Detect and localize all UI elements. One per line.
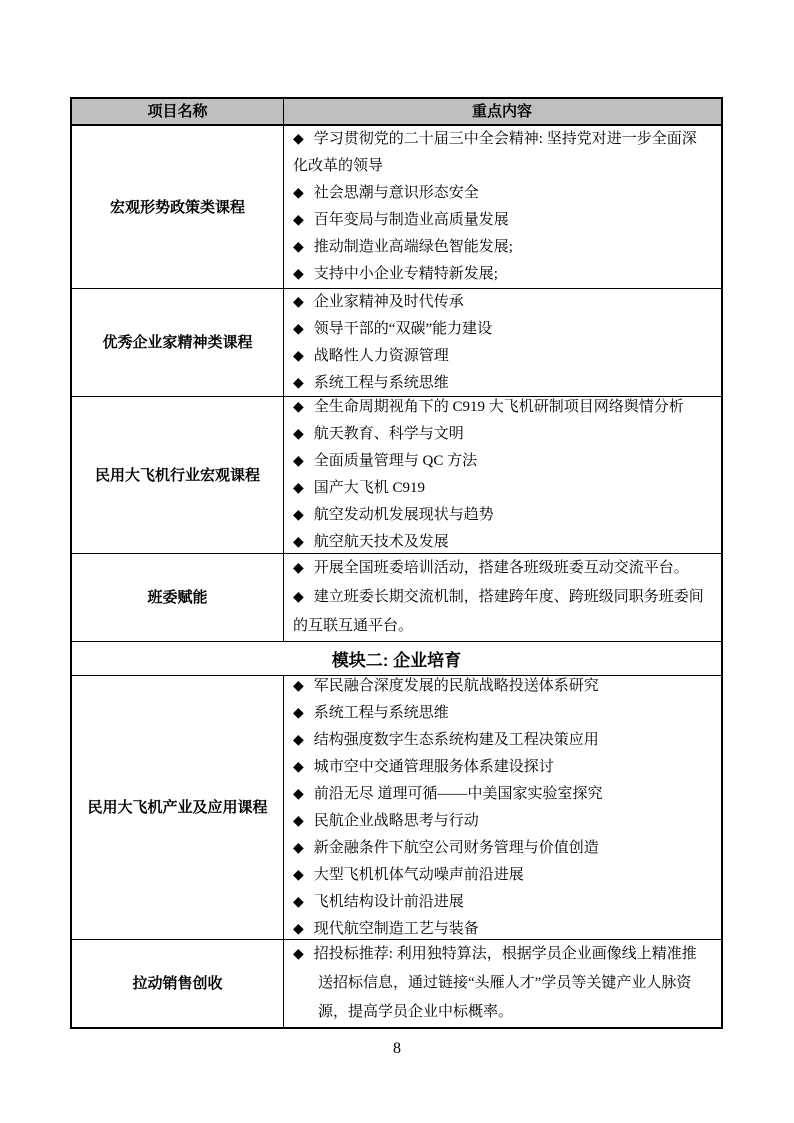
course-name: 民用大飞机行业宏观课程 — [94, 466, 260, 484]
course-content-cell — [284, 126, 721, 288]
table-row — [72, 554, 721, 642]
bullet-item — [293, 862, 711, 889]
bullet-item-text: 系统工程与系统思维 — [313, 704, 449, 721]
bullet-item — [293, 727, 711, 754]
bullet-item-text: 招投标推荐: 利用独特算法，根据学员企业画像线上精准推送招标信息，通过链接“头雁人才”学员等关键产业人脉资源，提高学员企业中标概率。 — [313, 946, 697, 1020]
bullet-item-text: 飞机结构设计前沿进展 — [313, 893, 464, 910]
course-content-cell — [284, 397, 721, 553]
bullet-item — [293, 316, 711, 343]
bullet-item-text: 支持中小企业专精特新发展; — [313, 266, 498, 282]
bullet-item — [293, 916, 711, 943]
bullet-item-text: 国产大飞机 C919 — [313, 480, 426, 496]
bullet-item-text: 新金融条件下航空公司财务管理与价值创造 — [313, 839, 599, 856]
bullet-item-text: 民航企业战略思考与行动 — [313, 812, 479, 829]
diamond-bullet-icon: ◆ — [293, 678, 304, 694]
diamond-bullet-icon: ◆ — [293, 786, 304, 802]
course-content-cell — [284, 554, 721, 641]
diamond-bullet-icon: ◆ — [293, 840, 304, 856]
table-header-row — [72, 99, 721, 126]
diamond-bullet-icon: ◆ — [293, 535, 304, 550]
course-table — [70, 97, 723, 1029]
bullet-item — [293, 343, 711, 370]
bullet-item — [293, 421, 711, 448]
course-name: 班委赋能 — [147, 589, 208, 606]
bullet-item-text: 大型飞机机体气动噪声前沿进展 — [313, 866, 524, 883]
module-header-row — [72, 642, 721, 676]
bullet-item-text: 航空航天技术及发展 — [313, 534, 449, 550]
course-content-cell — [284, 676, 721, 939]
bullet-item — [293, 261, 711, 288]
diamond-bullet-icon: ◆ — [293, 400, 304, 415]
bullet-item-text: 推动制造业高端绿色智能发展; — [313, 239, 513, 255]
diamond-bullet-icon: ◆ — [293, 867, 304, 883]
diamond-bullet-icon: ◆ — [293, 240, 304, 255]
table-row — [72, 940, 721, 1027]
course-name-cell — [72, 126, 284, 288]
bullet-item-text: 城市空中交通管理服务体系建设探讨 — [313, 758, 554, 775]
bullet-item-text: 系统工程与系统思维 — [313, 374, 449, 391]
diamond-bullet-icon: ◆ — [293, 454, 304, 469]
bullet-item-text: 军民融合深度发展的民航战略投送体系研究 — [313, 677, 599, 694]
bullet-item — [293, 207, 711, 234]
table-row — [72, 126, 721, 289]
diamond-bullet-icon: ◆ — [293, 813, 304, 829]
diamond-bullet-icon: ◆ — [293, 294, 304, 310]
bullet-item-text: 全面质量管理与 QC 方法 — [313, 453, 478, 469]
bullet-item-text: 现代航空制造工艺与装备 — [313, 920, 479, 937]
diamond-bullet-icon: ◆ — [293, 186, 304, 201]
bullet-item — [293, 502, 711, 529]
course-name-cell — [72, 676, 284, 939]
bullet-item-text: 前沿无尽 道理可循——中美国家实验室探究 — [313, 785, 603, 802]
diamond-bullet-icon: ◆ — [293, 759, 304, 775]
bullet-item — [293, 808, 711, 835]
diamond-bullet-icon: ◆ — [293, 590, 304, 605]
diamond-bullet-icon: ◆ — [293, 348, 304, 364]
bullet-item — [293, 475, 711, 502]
module-header-title: 模块二: 企业培育 — [331, 651, 462, 670]
bullet-item — [293, 448, 711, 475]
bullet-item-text: 战略性人力资源管理 — [313, 347, 449, 364]
diamond-bullet-icon: ◆ — [293, 132, 304, 147]
bullet-item-text: 学习贯彻党的二十届三中全会精神: 坚持党对进一步全面深化改革的领导 — [293, 131, 697, 174]
bullet-item — [293, 180, 711, 207]
bullet-item — [293, 754, 711, 781]
diamond-bullet-icon: ◆ — [293, 508, 304, 523]
bullet-item-text: 企业家精神及时代传承 — [313, 293, 464, 310]
header-project-name-label: 项目名称 — [147, 103, 208, 120]
bullet-item-text: 航天教育、科学与文明 — [313, 426, 464, 442]
table-row — [72, 676, 721, 940]
bullet-item — [293, 554, 711, 583]
bullet-item — [293, 889, 711, 916]
bullet-item-text: 社会思潮与意识形态安全 — [313, 185, 479, 201]
bullet-item — [293, 583, 711, 641]
bullet-item-text: 结构强度数字生态系统构建及工程决策应用 — [313, 731, 599, 748]
bullet-item-text: 百年变局与制造业高质量发展 — [313, 212, 509, 228]
table-row — [72, 397, 721, 554]
table-row — [72, 289, 721, 397]
bullet-item — [293, 781, 711, 808]
course-content-cell — [284, 940, 721, 1027]
bullet-item — [293, 835, 711, 862]
diamond-bullet-icon: ◆ — [293, 921, 304, 937]
diamond-bullet-icon: ◆ — [293, 561, 304, 576]
diamond-bullet-icon: ◆ — [293, 732, 304, 748]
page-number: 8 — [393, 1040, 401, 1057]
course-name: 宏观形势政策类课程 — [109, 198, 245, 216]
header-cell-key-content — [284, 99, 721, 124]
diamond-bullet-icon: ◆ — [293, 947, 304, 962]
bullet-item — [293, 700, 711, 727]
bullet-item-text: 领导干部的“双碳”能力建设 — [313, 320, 493, 337]
header-key-content-label: 重点内容 — [471, 103, 532, 120]
bullet-item — [293, 126, 711, 180]
bullet-item — [293, 673, 711, 700]
course-name: 优秀企业家精神类课程 — [102, 334, 253, 351]
diamond-bullet-icon: ◆ — [293, 481, 304, 496]
diamond-bullet-icon: ◆ — [293, 427, 304, 442]
course-name: 拉动销售创收 — [132, 975, 223, 992]
bullet-item-text: 全生命周期视角下的 C919 大飞机研制项目网络舆情分析 — [313, 399, 684, 415]
bullet-item-text: 航空发动机发展现状与趋势 — [313, 507, 494, 523]
diamond-bullet-icon: ◆ — [293, 321, 304, 337]
bullet-item — [293, 529, 711, 556]
header-cell-project-name — [72, 99, 284, 124]
bullet-item-text: 建立班委长期交流机制，搭建跨年度、跨班级同职务班委间的互联互通平台。 — [293, 589, 704, 634]
bullet-item — [293, 289, 711, 316]
bullet-item-text: 开展全国班委培训活动，搭建各班级班委互动交流平台。 — [313, 560, 689, 576]
diamond-bullet-icon: ◆ — [293, 375, 304, 391]
course-name-cell — [72, 940, 284, 1027]
bullet-item — [293, 370, 711, 397]
course-name-cell — [72, 397, 284, 553]
bullet-item — [293, 940, 711, 1027]
diamond-bullet-icon: ◆ — [293, 894, 304, 910]
course-name: 民用大飞机产业及应用课程 — [87, 799, 268, 816]
bullet-item — [293, 234, 711, 261]
course-name-cell — [72, 289, 284, 396]
diamond-bullet-icon: ◆ — [293, 705, 304, 721]
diamond-bullet-icon: ◆ — [293, 267, 304, 282]
bullet-item — [293, 394, 711, 421]
course-name-cell — [72, 554, 284, 641]
course-content-cell — [284, 289, 721, 396]
diamond-bullet-icon: ◆ — [293, 213, 304, 228]
